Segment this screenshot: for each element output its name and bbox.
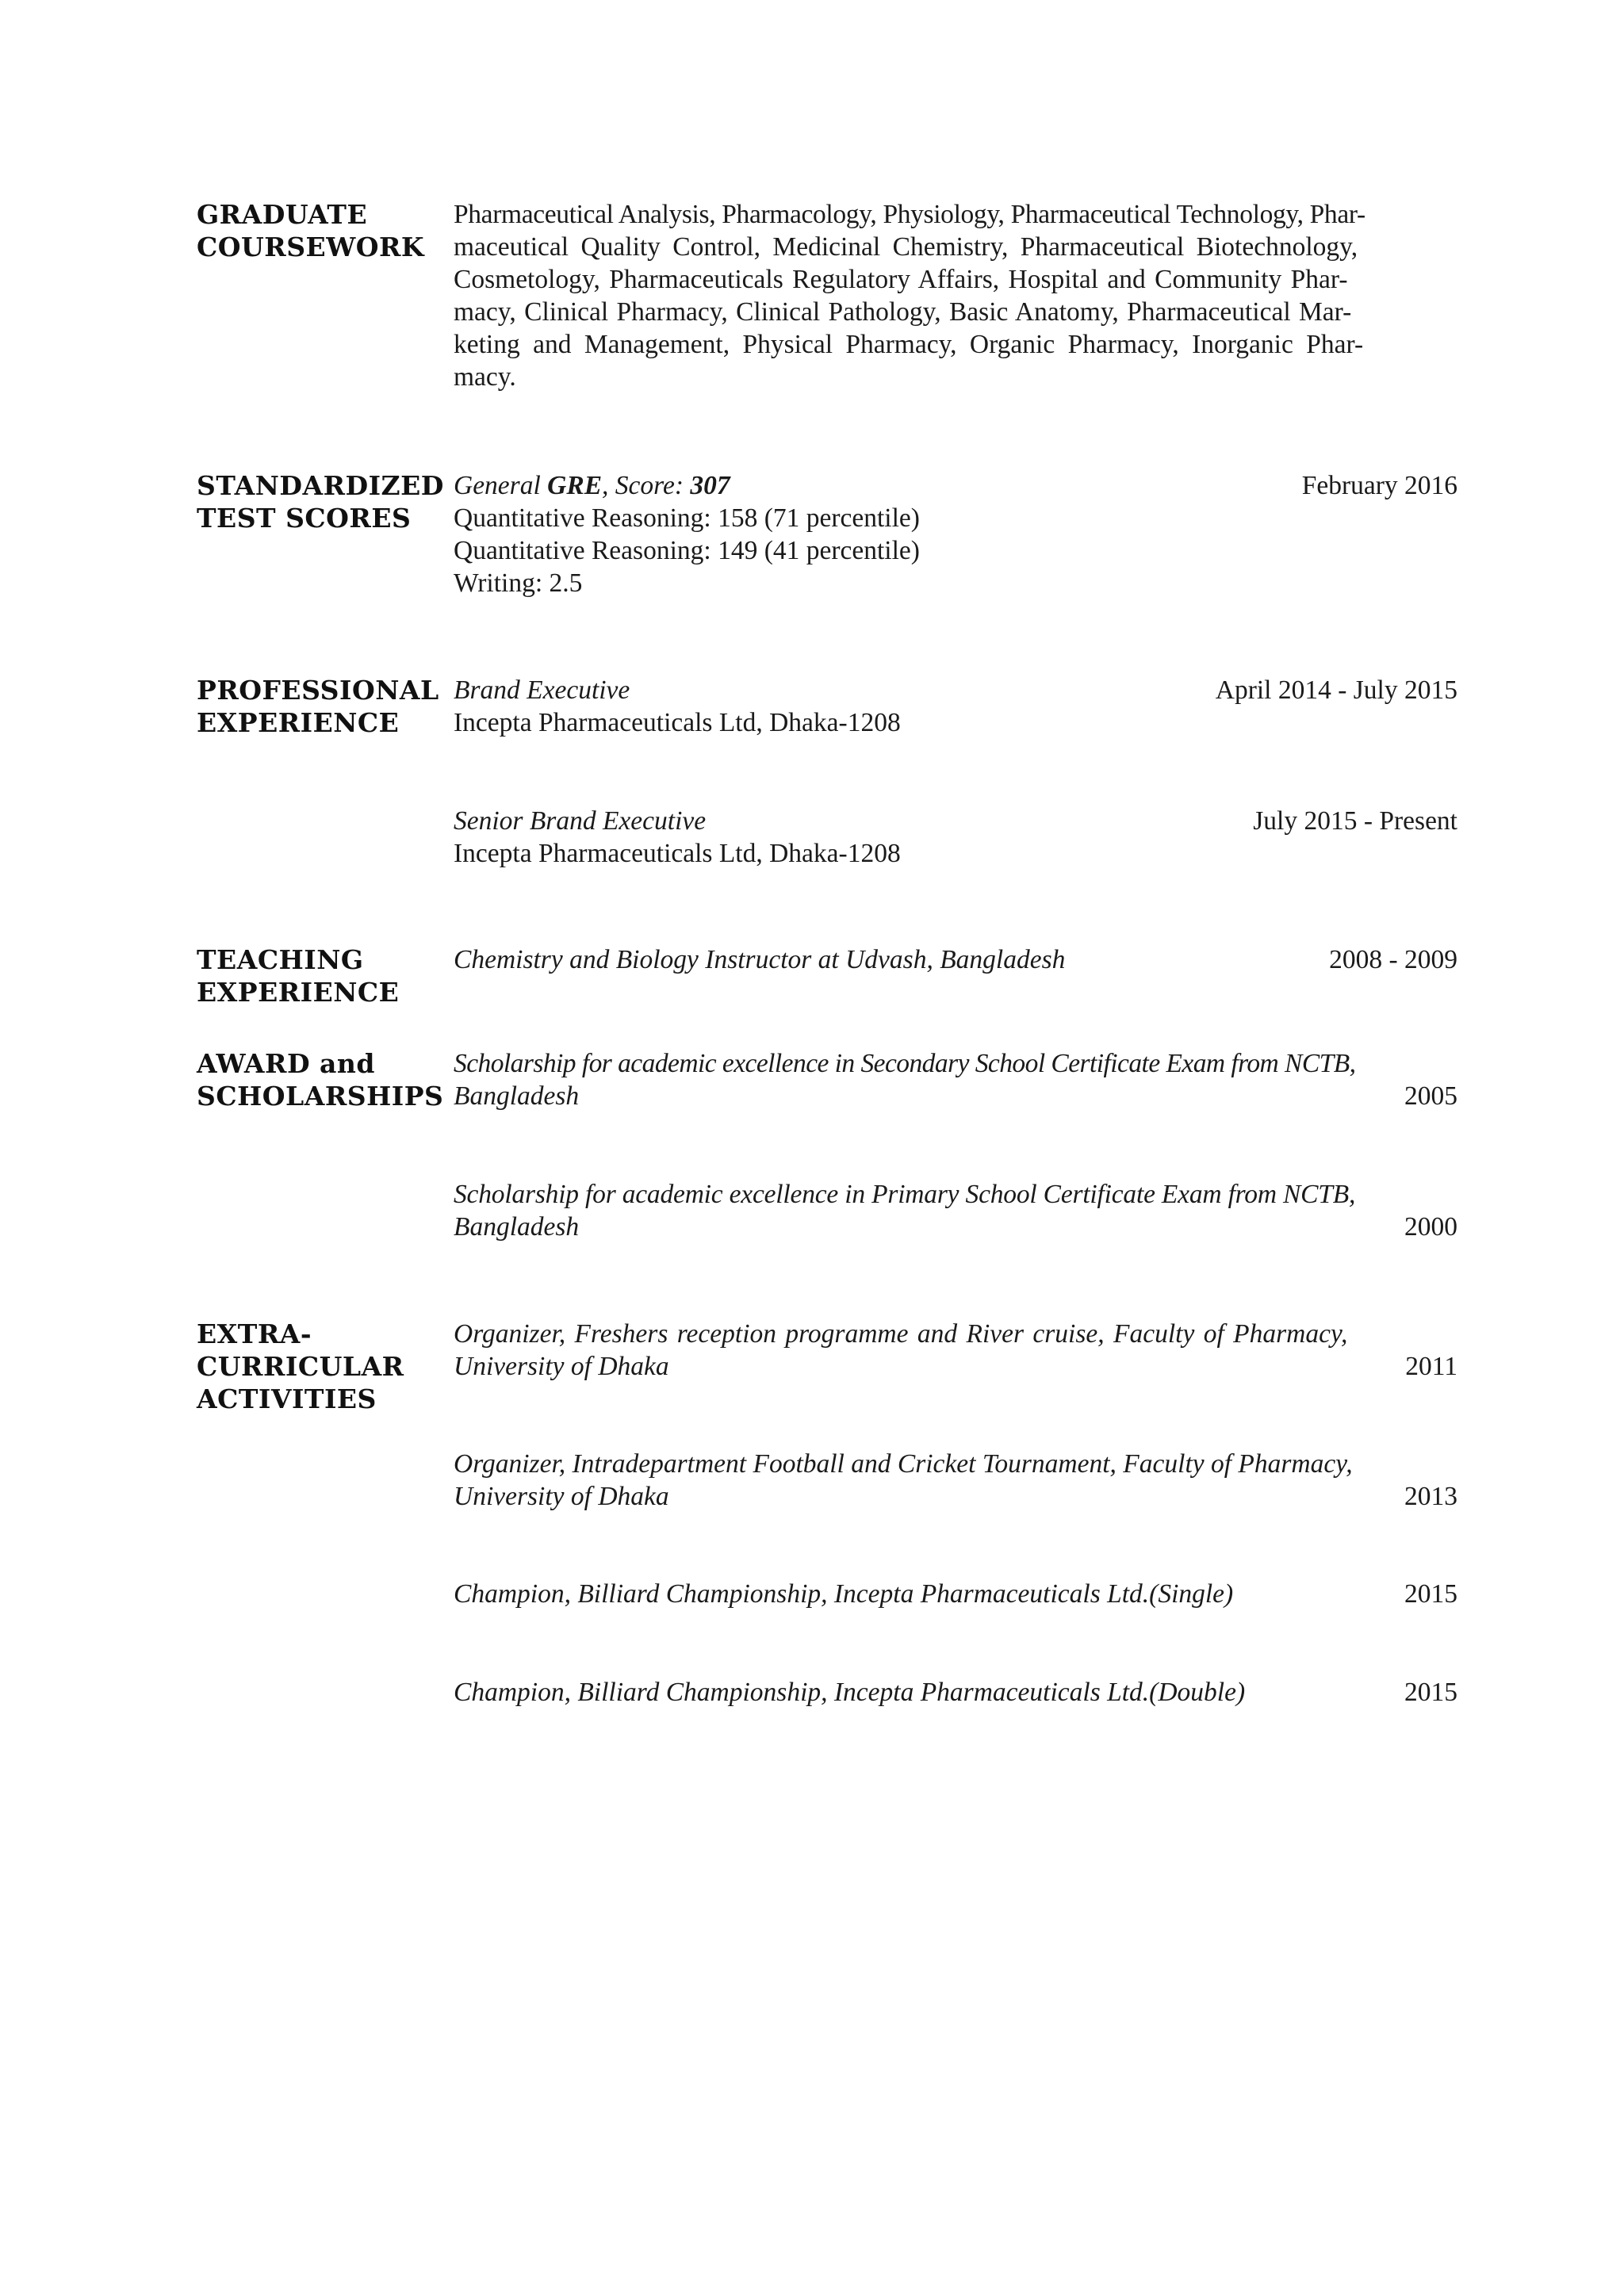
heading-line: SCHOLARSHIPS	[197, 1081, 444, 1112]
activity-line	[454, 1448, 1457, 1480]
heading-line: PROFESSIONAL	[197, 675, 439, 706]
score-detail-text: Quantitative Reasoning: 158 (71 percentile)	[454, 503, 920, 533]
award-year: 2000	[1404, 1212, 1457, 1242]
coursework-text	[454, 198, 1457, 393]
activity-entry	[454, 1318, 1457, 1383]
award-entry	[454, 1047, 1457, 1112]
heading-line: GRADUATE	[197, 199, 368, 230]
coursework-line: maceutical Quality Control, Medicinal Chemistry, Pharmaceutical Biotechnology,	[454, 232, 1358, 262]
heading-line: TEST SCORES	[197, 503, 412, 534]
activity-year: 2015	[1404, 1579, 1457, 1609]
award-line	[454, 1211, 1457, 1243]
heading-line: EXPERIENCE	[197, 977, 400, 1008]
test-scores-body	[454, 469, 1457, 599]
activity-entry	[454, 1578, 1457, 1610]
award-line	[454, 1047, 1457, 1080]
heading-line: AWARD and	[197, 1048, 375, 1079]
award-text: Bangladesh	[454, 1081, 580, 1111]
award-text: Scholarship for academic excellence in Secondary School Certificate Exam from NCTB,	[454, 1049, 1356, 1078]
job-title-row	[454, 805, 1457, 837]
gre-date: February 2016	[1301, 471, 1457, 500]
coursework-line: Cosmetology, Pharmaceuticals Regulatory Affairs, Hospital and Community Phar-	[454, 265, 1348, 294]
heading-line: ACTIVITIES	[197, 1383, 377, 1414]
section-heading	[197, 1318, 450, 1415]
activity-text: University of Dhaka	[454, 1352, 669, 1381]
teaching-role: Chemistry and Biology Instructor at Udvash, Bangladesh	[454, 945, 1066, 974]
activity-year: 2015	[1404, 1678, 1457, 1707]
teaching-dates: 2008 - 2009	[1329, 945, 1457, 974]
gre-score-label: , Score:	[602, 471, 691, 500]
heading-line: EXTRA-	[197, 1318, 312, 1349]
award-line	[454, 1080, 1457, 1112]
heading-line: EXPERIENCE	[197, 707, 400, 738]
award-text: Scholarship for academic excellence in Primary School Certificate Exam from NCTB,	[454, 1180, 1356, 1209]
heading-line: STANDARDIZED	[197, 470, 444, 501]
activity-year: 2011	[1405, 1352, 1457, 1381]
job-title-row	[454, 674, 1457, 706]
activity-line	[454, 1480, 1457, 1513]
job-company: Incepta Pharmaceuticals Ltd, Dhaka-1208	[454, 708, 901, 737]
activity-line	[454, 1676, 1457, 1709]
teaching-entry	[454, 943, 1457, 976]
score-detail	[454, 567, 1457, 599]
heading-line: CURRICULAR	[197, 1351, 404, 1382]
coursework-line: macy.	[454, 362, 516, 392]
score-detail	[454, 534, 1457, 567]
award-line	[454, 1178, 1457, 1211]
heading-line: COURSEWORK	[197, 232, 425, 262]
award-year: 2005	[1404, 1081, 1457, 1111]
activity-entry	[454, 1676, 1457, 1709]
activity-line	[454, 1578, 1457, 1610]
section-heading	[197, 674, 450, 739]
teaching-row	[454, 943, 1457, 976]
activity-text: Organizer, Intradepartment Football and Cricket Tournament, Faculty of Pharmacy,	[454, 1449, 1353, 1479]
activity-text: Champion, Billiard Championship, Incepta Pharmaceuticals Ltd.(Single)	[454, 1579, 1234, 1609]
award-text: Bangladesh	[454, 1212, 580, 1242]
score-detail-text: Writing: 2.5	[454, 568, 583, 598]
activity-text: University of Dhaka	[454, 1482, 669, 1511]
coursework-line: macy, Clinical Pharmacy, Clinical Pathology, Basic Anatomy, Pharmaceutical Mar-	[454, 297, 1352, 327]
gre-prefix: General	[454, 471, 548, 500]
score-detail	[454, 502, 1457, 534]
heading-line: TEACHING	[197, 944, 364, 975]
job-dates: July 2015 - Present	[1253, 806, 1457, 836]
job-title: Senior Brand Executive	[454, 806, 707, 836]
gre-row	[454, 469, 1457, 502]
job-company-row	[454, 706, 1457, 739]
award-entry	[454, 1178, 1457, 1243]
activity-entry	[454, 1448, 1457, 1513]
section-heading	[197, 943, 450, 1008]
section-heading	[197, 469, 450, 534]
coursework-line: Pharmaceutical Analysis, Pharmacology, Physiology, Pharmaceutical Technology, Phar-	[454, 200, 1365, 229]
coursework-line: keting and Management, Physical Pharmacy, Organic Pharmacy, Inorganic Phar-	[454, 330, 1364, 359]
section-heading	[197, 1047, 450, 1112]
gre-score: 307	[690, 471, 730, 500]
job-dates: April 2014 - July 2015	[1215, 675, 1457, 705]
activity-text: Organizer, Freshers reception programme and River cruise, Faculty of Pharmacy,	[454, 1319, 1348, 1349]
activity-text: Champion, Billiard Championship, Incepta Pharmaceuticals Ltd.(Double)	[454, 1678, 1246, 1707]
section-heading	[197, 198, 450, 263]
job-company: Incepta Pharmaceuticals Ltd, Dhaka-1208	[454, 839, 901, 868]
gre-title	[454, 469, 730, 502]
gre-exam: GRE	[547, 471, 603, 500]
job-company-row	[454, 837, 1457, 870]
activity-line	[454, 1318, 1457, 1350]
job-entry	[454, 805, 1457, 870]
activity-year: 2013	[1404, 1482, 1457, 1511]
job-title: Brand Executive	[454, 675, 630, 705]
activity-line	[454, 1350, 1457, 1383]
job-entry	[454, 674, 1457, 739]
score-detail-text: Quantitative Reasoning: 149 (41 percentile)	[454, 536, 920, 565]
